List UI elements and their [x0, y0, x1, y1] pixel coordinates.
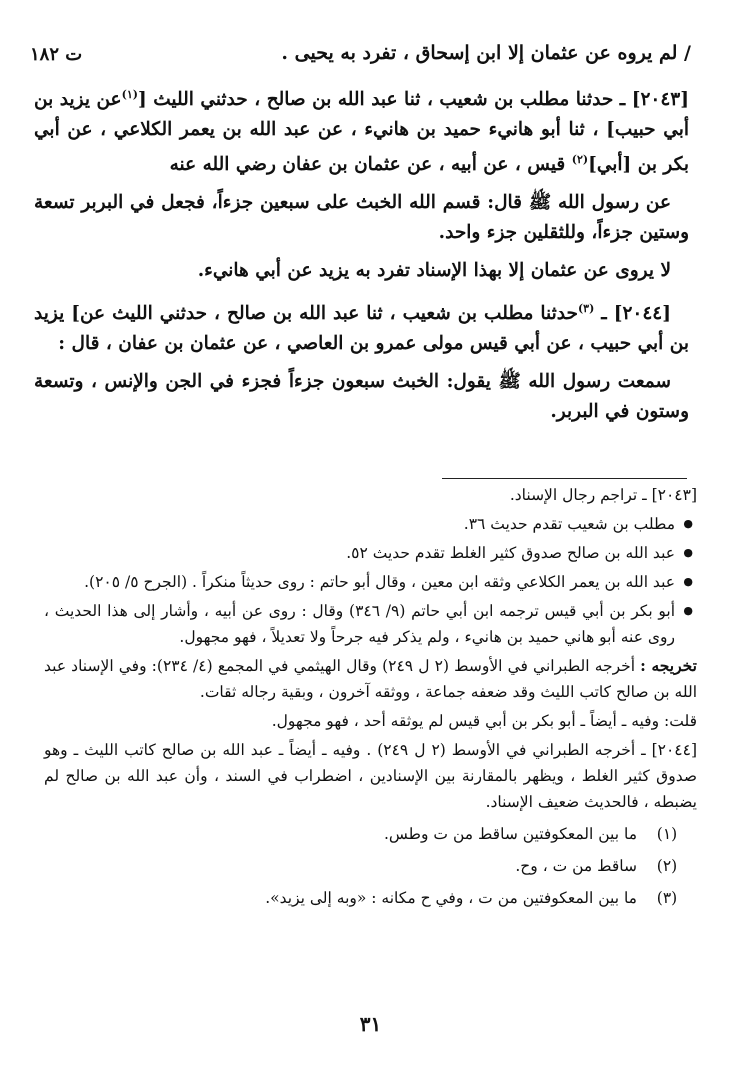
hadith-number: [٢٠٤٣] ـ [619, 89, 689, 111]
footnote-text: ما بين المعكوفتين ساقط من ت وطس. [383, 825, 637, 843]
isnad-start: حدثنا مطلب بن شعيب ، ثنا عبد الله بن صالح ، حدثني الليث [ [137, 89, 614, 111]
takhrij-text: أخرجه الطبراني في الأوسط (٢ ل ٢٤٩) وقال الهيثمي في المجمع (٤/ ٢٣٤): وفي الإسناد عبد الله بن صالح كاتب الليث وقد ضعفه جماعة ، ووثقه آخرون ، وبقية رجاله ثقات. [44, 657, 697, 701]
hadith-2043-remark: لا يروى عن عثمان إلا بهذا الإسناد تفرد به يزيد عن أبي هانيء. [197, 260, 671, 282]
hadith-2044-isnad [34, 294, 689, 359]
takhrij-label: تخريجه : [640, 656, 697, 675]
hadith-number: [٢٠٤٤] ـ [601, 303, 671, 325]
hadith-2043-isnad [34, 80, 689, 180]
footnote-number: (٢) [656, 857, 678, 875]
hadith-2043-matn: عن رسول الله ﷺ قال: قسم الله الخبث على سبعين جزءاً، فجعل في البربر تسعة وستين جزءاً، وللثقلين جزء واحد. [34, 192, 689, 244]
page-number: ٣١ [359, 1012, 382, 1036]
note-2044: [٢٠٤٤] ـ أخرجه الطبراني في الأوسط (٢ ل ٢٤٩) . وفيه ـ أيضاً ـ عبد الله بن صالح كاتب الليث ـ وهو صدوق كثير الغلط ، ويظهر بالمقارنة بين الإسنادين ، اضطراب في السند ، وأن عبد الله بن صالح لم يضبطه ، فالحديث ضعيف الإسناد. [44, 741, 697, 811]
footnote-ref-3[interactable]: (٣) [577, 302, 595, 316]
notes-divider [442, 478, 687, 479]
narrator-note: ● عبد الله بن يعمر الكلاعي وثقه ابن معين ، وقال أبو حاتم : روى حديثاً منكراً . (الجرح ٥/ ٢٠٥). [44, 569, 697, 595]
narrator-note: ● أبو بكر بن أبي قيس ترجمه ابن أبي حاتم (٩/ ٣٤٦) وقال : روى عن أبيه ، وأشار إلى هذا الحديث ، روى عنه أبو هاني حميد بن هانيء ، ولم يذكر فيه جرحاً ولا تعديلاً ، فهو مجهول. [44, 598, 697, 650]
narrator-note: ● عبد الله بن صالح صدوق كثير الغلط تقدم حديث ٥٢. [44, 540, 697, 566]
isnad-mid: عن يزيد بن أبي حبيب] ، ثنا أبو هانيء حميد بن هانيء ، عن عبد الله بن يعمر الكلاعي ، عن أبي بكر بن [أبي] [34, 89, 689, 176]
narrator-note: ● مطلب بن شعيب تقدم حديث ٣٦. [44, 511, 697, 537]
main-text [34, 80, 689, 435]
footnote-text: ما بين المعكوفتين من ت ، وفي ح مكانه : «وبه إلى يزيد». [265, 889, 637, 907]
isnad-text: حدثنا مطلب بن شعيب ، ثنا عبد الله بن صالح ، حدثني الليث عن] يزيد بن أبي حبيب ، عن أبي قيس مولى عمرو بن العاصي ، عن عثمان بن عفان ، قال : [34, 303, 689, 355]
isnad-end: قيس ، عن أبيه ، عن عثمان بن عفان رضي الله عنه [169, 154, 566, 176]
footnote-ref-2[interactable]: (٢) [571, 153, 589, 167]
note-2043-heading: [٢٠٤٣] ـ تراجم رجال الإسناد. [509, 486, 697, 504]
page-header [30, 40, 691, 70]
qult-note: قلت: وفيه ـ أيضاً ـ أبو بكر بن أبي قيس لم يوثقه أحد ، فهو مجهول. [271, 712, 697, 730]
footnote-number: (٣) [656, 889, 678, 907]
footnote-3 [44, 885, 697, 911]
footnote-1 [44, 821, 697, 847]
continued-line: / لم يروه عن عثمان إلا ابن إسحاق ، تفرد به يحيى . [281, 42, 691, 64]
footnote-number: (١) [656, 825, 678, 843]
footnote-text: ساقط من ت ، وح. [515, 857, 637, 875]
hadith-2044-matn: سمعت رسول الله ﷺ يقول: الخبث سبعون جزءاً فجزء في الجن والإنس ، وتسعة وستون في البربر. [34, 371, 689, 423]
manuscript-code: ت ١٨٢ [30, 44, 83, 65]
takhrij-note [44, 653, 697, 705]
commentary-notes [44, 482, 697, 911]
footnote-ref-1[interactable]: (١) [121, 88, 138, 101]
footnote-2 [44, 853, 697, 879]
